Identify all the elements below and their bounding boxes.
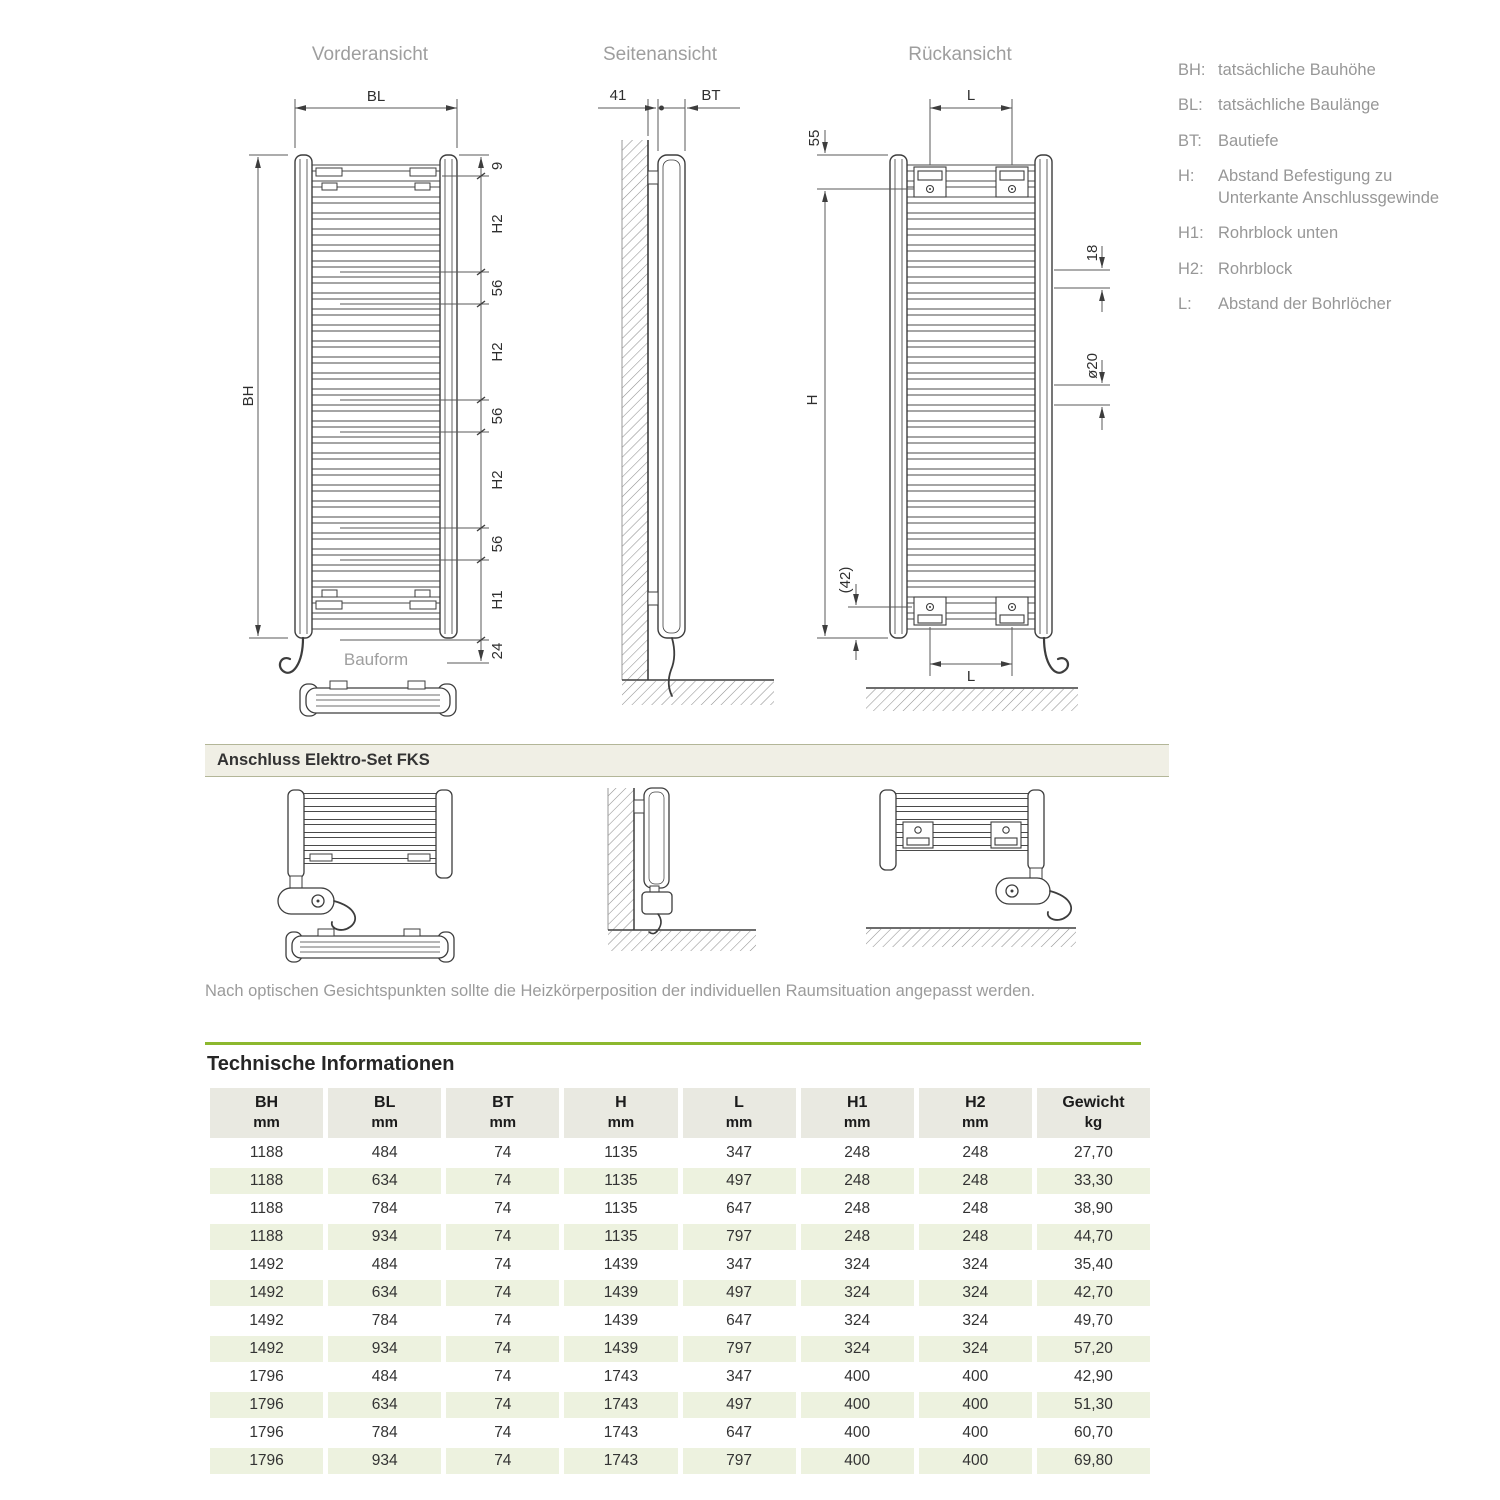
column-header: H mm [564,1088,677,1138]
legend-description: tatsächliche Baulänge [1218,96,1380,115]
legend-item [1178,95,1472,116]
table-cell: 934 [328,1448,441,1474]
side-view-title: Seitenansicht [602,44,718,65]
table-cell: 324 [962,1312,989,1329]
dim-label-18: 18 [1084,244,1101,262]
elektro-front-drawing [278,790,454,962]
elektro-rear-drawing [866,790,1076,947]
table-cell: 74 [494,1144,512,1161]
table-cell: 42,70 [1037,1280,1150,1306]
table-cell: 1439 [603,1256,639,1273]
legend-item [1178,131,1472,152]
table-cell: 248 [962,1144,989,1161]
dim-label-bl: BL [366,88,386,105]
elektro-set-drawings [0,780,1500,975]
table-cell: 74 [494,1312,512,1329]
legend-key: H: [1178,167,1195,186]
dim-label-9: 9 [489,161,506,171]
legend-key: H2: [1178,259,1204,278]
table-cell: 1796 [249,1368,284,1385]
table-cell: 324 [801,1280,914,1306]
table-cell: 69,80 [1037,1448,1150,1474]
table-cell: 1492 [249,1312,284,1329]
table-cell: 324 [919,1280,1032,1306]
dim-label-h2: H2 [489,470,506,490]
table-cell: 347 [726,1256,752,1273]
table-cell: 634 [328,1392,441,1418]
table-cell: 400 [844,1368,871,1385]
legend-key: BH: [1178,61,1206,79]
column-header: BL mm [328,1088,441,1138]
table-cell: 1188 [210,1224,323,1250]
table-cell: 400 [962,1368,989,1385]
elektro-section-title: Anschluss Elektro-Set FKS [217,751,430,769]
table-cell: 248 [801,1224,914,1250]
elektro-side-drawing [608,788,756,951]
legend-item [1178,166,1472,209]
table-cell: 74 [446,1280,559,1306]
dim-label-41: 41 [609,87,627,104]
table-cell: 1135 [564,1168,677,1194]
legend [1178,60,1472,330]
table-head-row [210,1088,1150,1138]
table-row [210,1308,1150,1334]
bauform-drawing [300,681,456,716]
table-cell: 1492 [210,1280,323,1306]
heating-element [996,878,1050,904]
dim-label-h: H [804,394,821,406]
legend-description: tatsächliche Bauhöhe [1218,61,1376,79]
legend-item [1178,259,1472,280]
table-cell: 1188 [249,1144,284,1161]
table-cell: 647 [726,1424,752,1441]
column-header: BH mm [210,1088,323,1138]
table-cell: 248 [844,1144,871,1161]
dim-label-56: 56 [489,279,506,297]
power-cable [332,901,355,930]
legend-description: Rohrblock [1218,259,1293,278]
table-cell: 934 [328,1336,441,1362]
table-cell: 248 [919,1224,1032,1250]
table-cell: 1796 [210,1392,323,1418]
table-row [210,1448,1150,1474]
dim-label-l-top: L [966,87,976,104]
table-cell: 74 [446,1336,559,1362]
dim-label-h1: H1 [489,590,506,610]
table-cell: 38,90 [1074,1200,1113,1217]
table-row [210,1168,1150,1194]
legend-description: Rohrblock unten [1218,224,1339,243]
bauform-drawing-small [286,929,454,962]
table-cell: 1188 [249,1200,284,1217]
table-row [210,1280,1150,1306]
table-row [210,1392,1150,1418]
table-cell: 42,90 [1074,1368,1113,1385]
floor-hatch [608,931,756,951]
table-cell: 27,70 [1074,1144,1113,1161]
dim-label-55: 55 [806,129,823,147]
table-cell: 497 [683,1392,796,1418]
table-cell: 1439 [603,1312,639,1329]
dim-label-dia20: ø20 [1084,353,1101,379]
table-cell: 57,20 [1037,1336,1150,1362]
table-cell: 784 [371,1424,398,1441]
table-cell: 74 [494,1200,512,1217]
front-view-drawing [240,88,506,716]
column-header: L mm [683,1088,796,1138]
table-cell: 484 [371,1256,398,1273]
table-cell: 324 [844,1312,871,1329]
table-cell: 248 [801,1168,914,1194]
table-cell: 400 [801,1392,914,1418]
table-row [210,1140,1150,1166]
column-header: Gewicht kg [1037,1088,1150,1138]
legend-description: Abstand Befestigung zu Unterkante Anschlussgewinde [1218,167,1440,207]
table-cell: 400 [919,1392,1032,1418]
table-cell: 1743 [603,1424,639,1441]
column-header: BT mm [446,1088,559,1138]
table-cell: 400 [919,1448,1032,1474]
table-cell: 74 [494,1256,512,1273]
table-cell: 1439 [564,1336,677,1362]
legend-description: Bautiefe [1218,131,1279,150]
rear-view-drawing [804,87,1110,711]
table-cell: 784 [371,1312,398,1329]
table-cell: 400 [962,1424,989,1441]
positioning-note: Nach optischen Gesichtspunkten sollte die Heizkörperposition der individuellen Raumsituation angepasst werden. [205,982,1036,1000]
table-cell: 1188 [210,1168,323,1194]
table-cell: 33,30 [1037,1168,1150,1194]
table-cell: 1492 [210,1336,323,1362]
dim-label-h2: H2 [489,342,506,362]
table-cell: 74 [494,1424,512,1441]
legend-item [1178,60,1472,81]
table-body [210,1140,1150,1474]
table-row [210,1364,1150,1390]
legend-key: BL: [1178,96,1203,115]
table-cell: 1796 [210,1448,323,1474]
table-row [210,1224,1150,1250]
table-cell: 797 [683,1448,796,1474]
table-cell: 74 [446,1224,559,1250]
table-cell: 324 [844,1256,871,1273]
table-cell: 324 [919,1336,1032,1362]
rear-view-title: Rückansicht [908,44,1012,65]
side-view-drawing [598,87,774,705]
table-cell: 1743 [564,1392,677,1418]
table-row [210,1420,1150,1446]
table-cell: 1492 [249,1256,284,1273]
table-cell: 634 [328,1168,441,1194]
table-cell: 1135 [564,1224,677,1250]
table-cell: 484 [371,1368,398,1385]
table-cell: 784 [371,1200,398,1217]
table-cell: 647 [726,1200,752,1217]
table-cell: 1743 [603,1368,639,1385]
dim-label-42: (42) [837,566,854,594]
table-cell: 35,40 [1074,1256,1113,1273]
table-title: Technische Informationen [207,1053,455,1075]
table-cell: 797 [683,1336,796,1362]
legend-key: H1: [1178,224,1204,243]
elektro-section-header [205,744,1169,777]
legend-description: Abstand der Bohrlöcher [1218,295,1392,314]
technical-info-section [205,1042,1155,1476]
power-cable [1044,638,1068,673]
table-row [210,1252,1150,1278]
column-header: H2 mm [919,1088,1032,1138]
table-cell: 1796 [249,1424,284,1441]
front-view-title: Vorderansicht [311,44,429,65]
legend-item [1178,223,1472,244]
dim-label-56: 56 [489,407,506,425]
dim-label-bt: BT [701,87,721,104]
table-cell: 797 [683,1224,796,1250]
table-cell: 324 [962,1256,989,1273]
ground-hatch [866,929,1076,947]
table-cell: 248 [919,1168,1032,1194]
table-cell: 484 [371,1144,398,1161]
heating-element [278,888,334,914]
table-cell: 60,70 [1074,1424,1113,1441]
table-cell: 248 [844,1200,871,1217]
table-cell: 1135 [604,1144,638,1161]
table-cell: 1439 [564,1280,677,1306]
wall-hatch [622,140,648,680]
table-cell: 347 [726,1368,752,1385]
table-cell: 324 [801,1336,914,1362]
table-cell: 497 [683,1168,796,1194]
table-row [210,1196,1150,1222]
dim-label-24: 24 [489,642,506,660]
dim-label-h2: H2 [489,214,506,234]
table-cell: 74 [446,1448,559,1474]
floor-hatch [622,681,774,705]
column-header: H1 mm [801,1088,914,1138]
bauform-title: Bauform [343,650,409,669]
tech-table [205,1086,1155,1476]
table-cell: 1743 [564,1448,677,1474]
side-dimensions [598,99,740,151]
table-cell: 74 [446,1392,559,1418]
legend-item [1178,294,1472,315]
table-cell: 44,70 [1037,1224,1150,1250]
table-cell: 51,30 [1037,1392,1150,1418]
table-row [210,1336,1150,1362]
table-cell: 248 [962,1200,989,1217]
wall-hatch [608,788,634,930]
table-cell: 74 [494,1368,512,1385]
table-cell: 347 [726,1144,752,1161]
table-cell: 49,70 [1074,1312,1113,1329]
table-cell: 934 [328,1224,441,1250]
heating-element [642,892,672,914]
accent-rule [205,1042,1141,1045]
dim-label-56: 56 [489,535,506,553]
table-cell: 497 [683,1280,796,1306]
table-cell: 400 [844,1424,871,1441]
ground-hatch [866,689,1078,711]
dim-label-l-bottom: L [966,668,976,685]
dim-label-bh: BH [240,385,257,407]
table-cell: 400 [801,1448,914,1474]
table-cell: 1135 [604,1200,638,1217]
table-cell: 647 [726,1312,752,1329]
table-cell: 634 [328,1280,441,1306]
legend-key: L: [1178,295,1192,314]
legend-key: BT: [1178,131,1202,150]
table-cell: 74 [446,1168,559,1194]
power-cable [1048,891,1071,920]
